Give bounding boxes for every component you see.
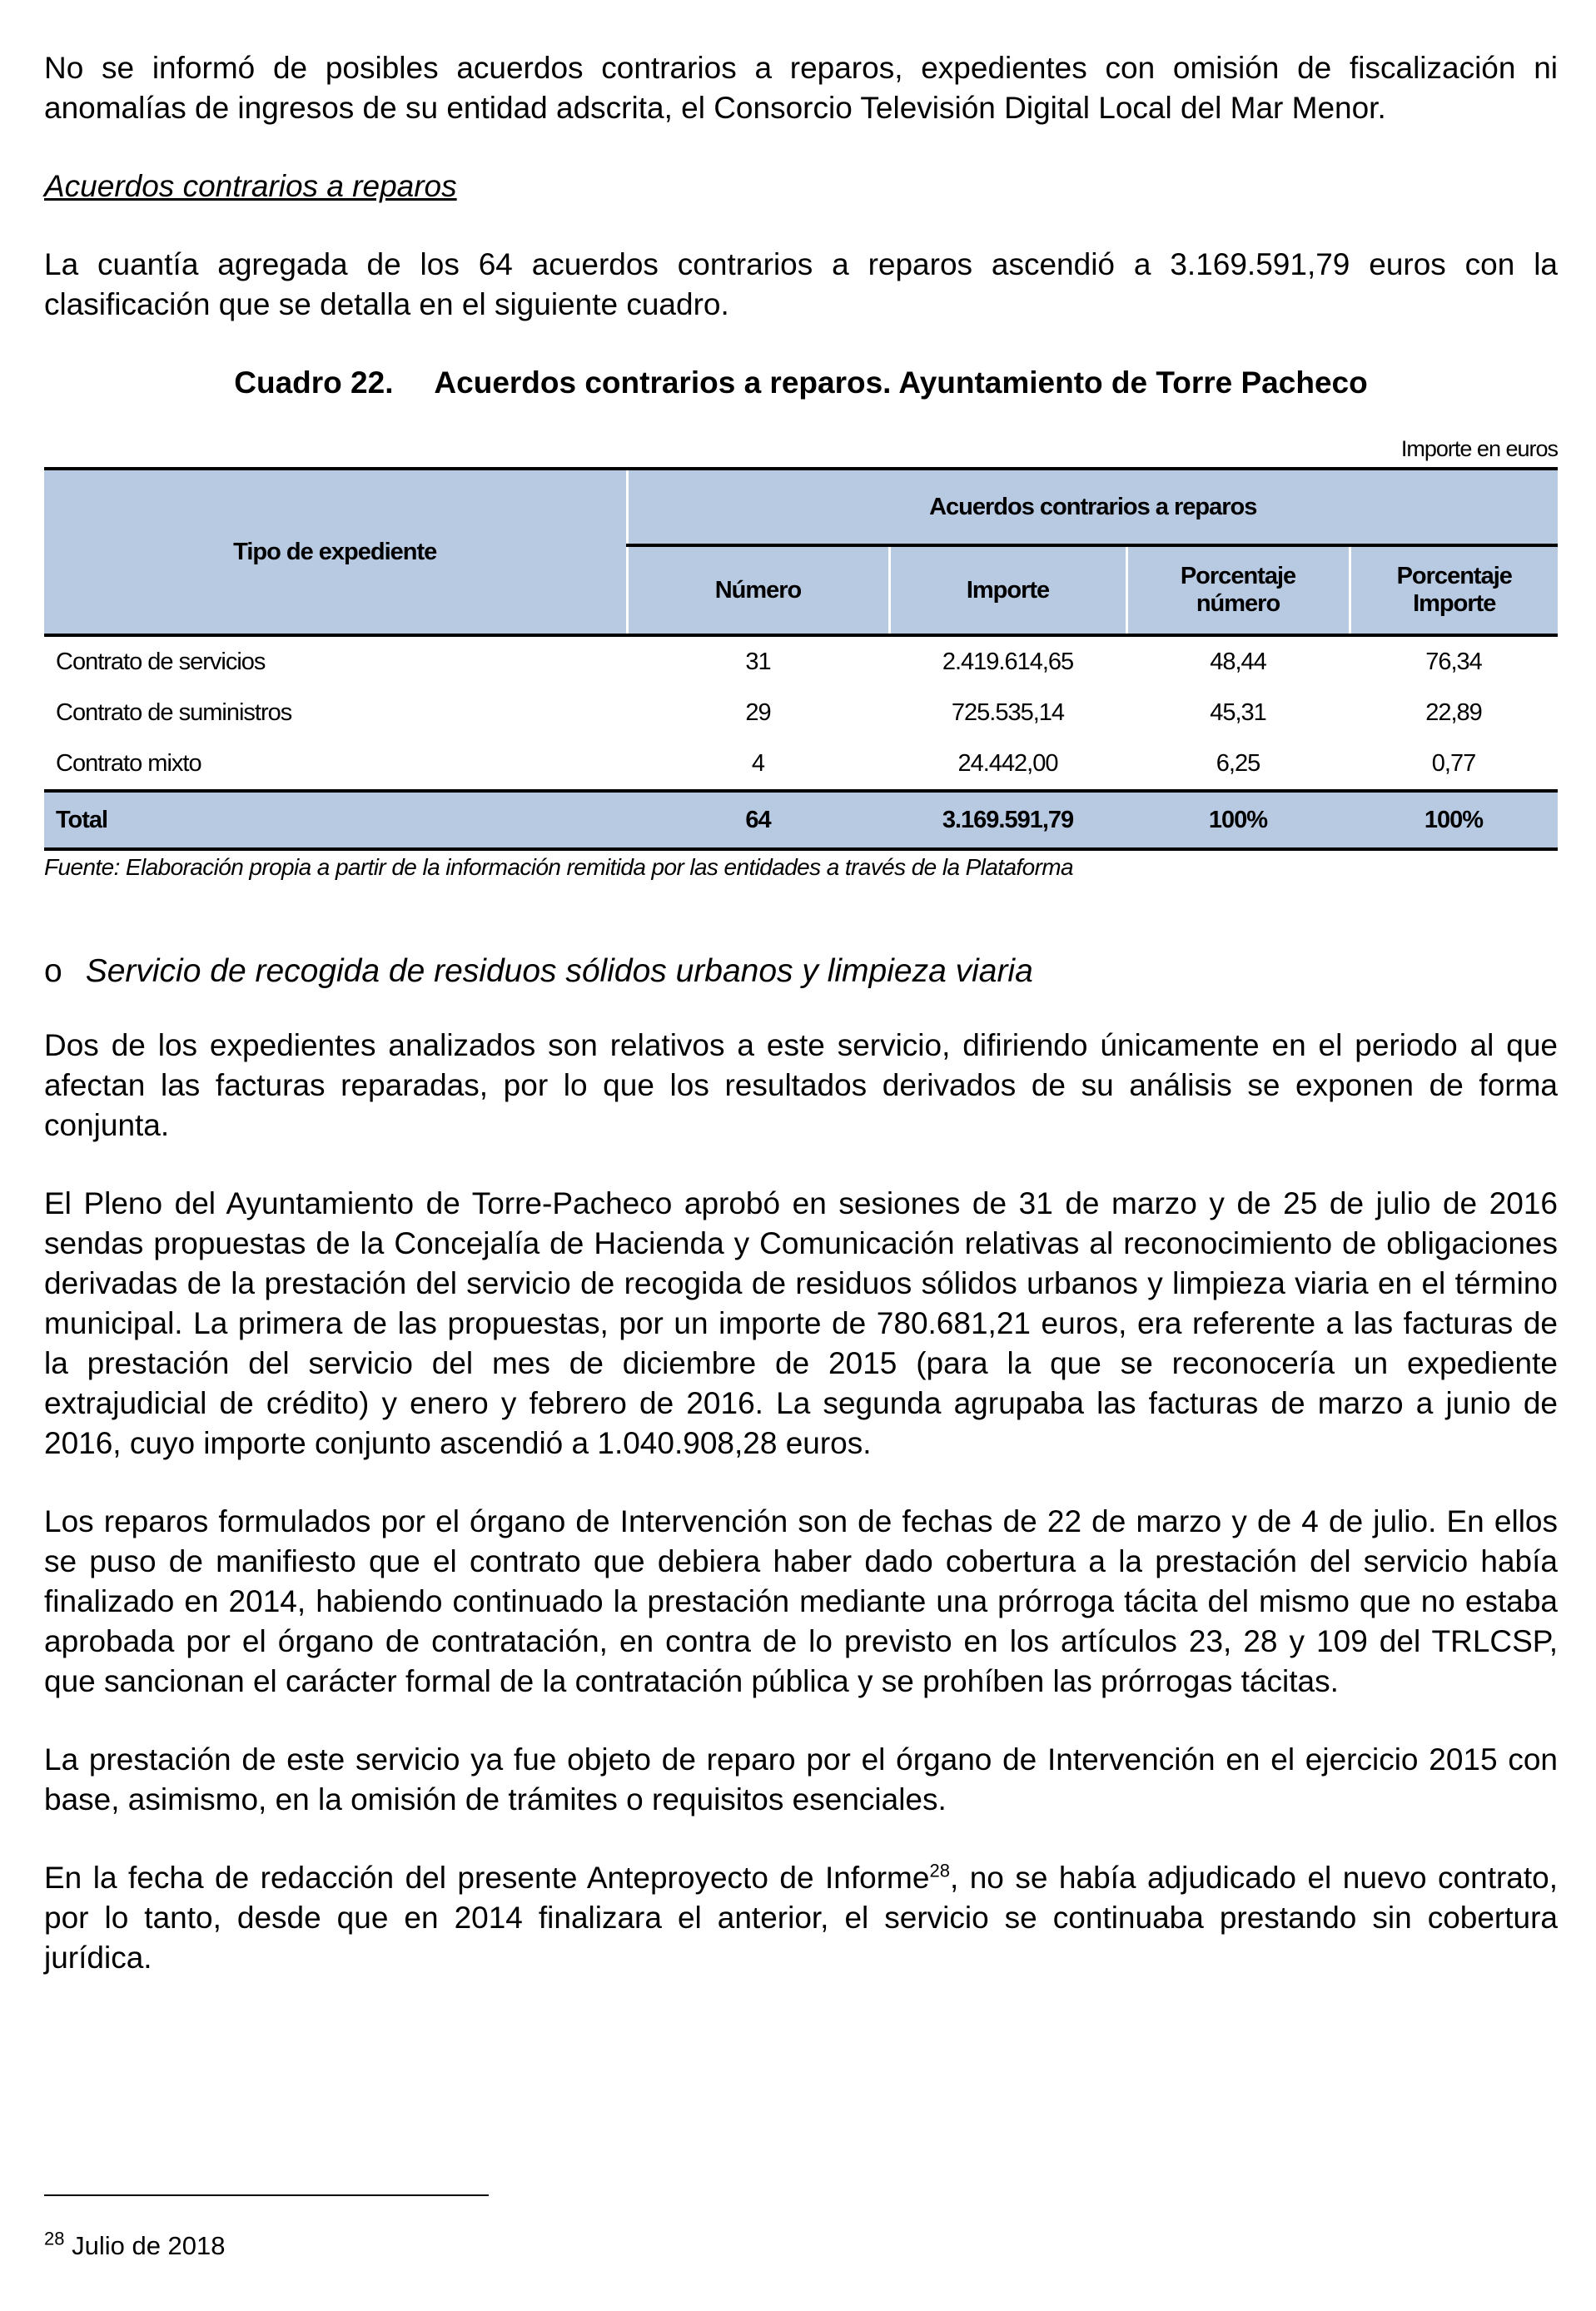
- cell-tipo: Contrato de servicios: [56, 649, 266, 675]
- paragraph-intro: No se informó de posibles acuerdos contrarios a reparos, expedientes con omisión de fiscalización ni anomalías de ingresos de su entidad adscrita, el Consorcio Televisión Digital Local del Mar Menor.: [44, 51, 1558, 125]
- cell-numero: 4: [751, 750, 765, 777]
- paragraph-pleno: El Pleno del Ayuntamiento de Torre-Pacheco aprobó en sesiones de 31 de marzo y de 25 de julio de 2016 sendas propuestas de la Concejalía de Hacienda y Comunicación relativas al reconocimiento de obligaciones derivadas de la prestación del servicio de recogida de residuos sólidos urbanos y limpieza viaria en el término municipal. La primera de las propuestas, por un importe de 780.681,21 euros, era referente a las facturas de la prestación del servicio del mes de diciembre de 2015 (para la que se reconocería un expediente extrajudicial de crédito) y enero y febrero de 2016. La segunda agrupaba las facturas de marzo a junio de 2016, cuyo importe conjunto ascendió a 1.040.908,28 euros.: [44, 1186, 1558, 1460]
- table-total-row: [44, 791, 1558, 849]
- cell-pct-numero: 6,25: [1216, 750, 1260, 777]
- cell-pct-importe: 22,89: [1425, 699, 1482, 726]
- cell-importe: 2.419.614,65: [942, 649, 1074, 675]
- header-tipo: Tipo de expediente: [44, 469, 627, 635]
- table-row: [44, 635, 1558, 688]
- header-pct-numero: Porcentaje número: [1126, 545, 1350, 635]
- cell-importe: 725.535,14: [951, 699, 1065, 726]
- table-unit: Importe en euros: [1400, 436, 1558, 461]
- footnote-number: 28: [44, 2228, 65, 2249]
- page-content: [44, 48, 1558, 2016]
- paragraph-expedientes: Dos de los expedientes analizados son relativos a este servicio, difiriendo únicamente en el periodo al que afectan las facturas reparadas, por lo que los resultados derivados de su análisis se exponen de forma conjunta.: [44, 1028, 1558, 1142]
- section-heading: Acuerdos contrarios a reparos: [44, 169, 457, 203]
- cell-total-label: Total: [44, 791, 627, 849]
- cell-pct-numero: 48,44: [1210, 649, 1266, 675]
- bullet-mark: o: [44, 953, 62, 989]
- table-title-text: Acuerdos contrarios a reparos. Ayuntamiento de Torre Pacheco: [434, 365, 1368, 400]
- cell-pct-importe: 0,77: [1431, 750, 1476, 777]
- cell-tipo: Contrato de suministros: [56, 699, 292, 726]
- table-row: [44, 738, 1558, 791]
- paragraph-anteproyecto-end: , no se había adjudicado el nuevo contrato, por lo tanto, desde que en 2014 finalizara el anterior, el servicio se continuaba prestando sin cobertura jurídica.: [44, 1861, 1559, 1975]
- cell-importe: 24.442,00: [957, 750, 1058, 777]
- paragraph-anteproyecto: [44, 1858, 1558, 1978]
- header-importe: Importe: [889, 545, 1126, 635]
- bullet-heading: [44, 951, 1558, 992]
- paragraph-summary: La cuantía agregada de los 64 acuerdos contrarios a reparos ascendió a 3.169.591,79 euros con la clasificación que se detalla en el siguiente cuadro.: [44, 247, 1558, 321]
- footnote-reference[interactable]: 28: [929, 1860, 950, 1881]
- footnote-text: Julio de 2018: [64, 2231, 226, 2260]
- cell-total-numero: 64: [627, 791, 889, 849]
- bullet-heading-text: Servicio de recogida de residuos sólidos urbanos y limpieza viaria: [85, 953, 1033, 989]
- header-pct-importe: Porcentaje Importe: [1350, 545, 1558, 635]
- paragraph-anteproyecto-start: En la fecha de redacción del presente Anteproyecto de Informe: [44, 1861, 930, 1895]
- table-title: [44, 363, 1558, 403]
- cell-total-pct-importe: 100%: [1350, 791, 1558, 849]
- cell-total-importe: 3.169.591,79: [889, 791, 1126, 849]
- reparos-table: [44, 467, 1558, 851]
- footnote-separator: [44, 2194, 489, 2196]
- cell-pct-importe: 76,34: [1425, 649, 1482, 675]
- header-numero: Número: [627, 545, 889, 635]
- table-number: Cuadro 22.: [234, 365, 394, 400]
- table-source: Fuente: Elaboración propia a partir de la información remitida por las entidades a través de la Plataforma: [44, 854, 1073, 880]
- cell-pct-numero: 45,31: [1210, 699, 1266, 726]
- table-row: [44, 688, 1558, 738]
- footnote: [44, 2228, 226, 2261]
- cell-numero: 29: [745, 699, 771, 726]
- cell-tipo: Contrato mixto: [56, 750, 201, 777]
- cell-numero: 31: [745, 649, 771, 675]
- cell-total-pct-numero: 100%: [1126, 791, 1350, 849]
- paragraph-prestacion: La prestación de este servicio ya fue objeto de reparo por el órgano de Intervención en el ejercicio 2015 con base, asimismo, en la omisión de trámites o requisitos esenciales.: [44, 1742, 1558, 1816]
- paragraph-reparos: Los reparos formulados por el órgano de Intervención son de fechas de 22 de marzo y de 4 de julio. En ellos se puso de manifiesto que el contrato que debiera haber dado cobertura a la prestación del servicio había finalizado en 2014, habiendo continuado la prestación mediante una prórroga tácita del mismo que no estaba aprobada por el órgano de contratación, en contra de lo previsto en los artículos 23, 28 y 109 del TRLCSP, que sancionan el carácter formal de la contratación pública y se prohíben las prórrogas tácitas.: [44, 1504, 1558, 1698]
- header-group: Acuerdos contrarios a reparos: [627, 469, 1558, 545]
